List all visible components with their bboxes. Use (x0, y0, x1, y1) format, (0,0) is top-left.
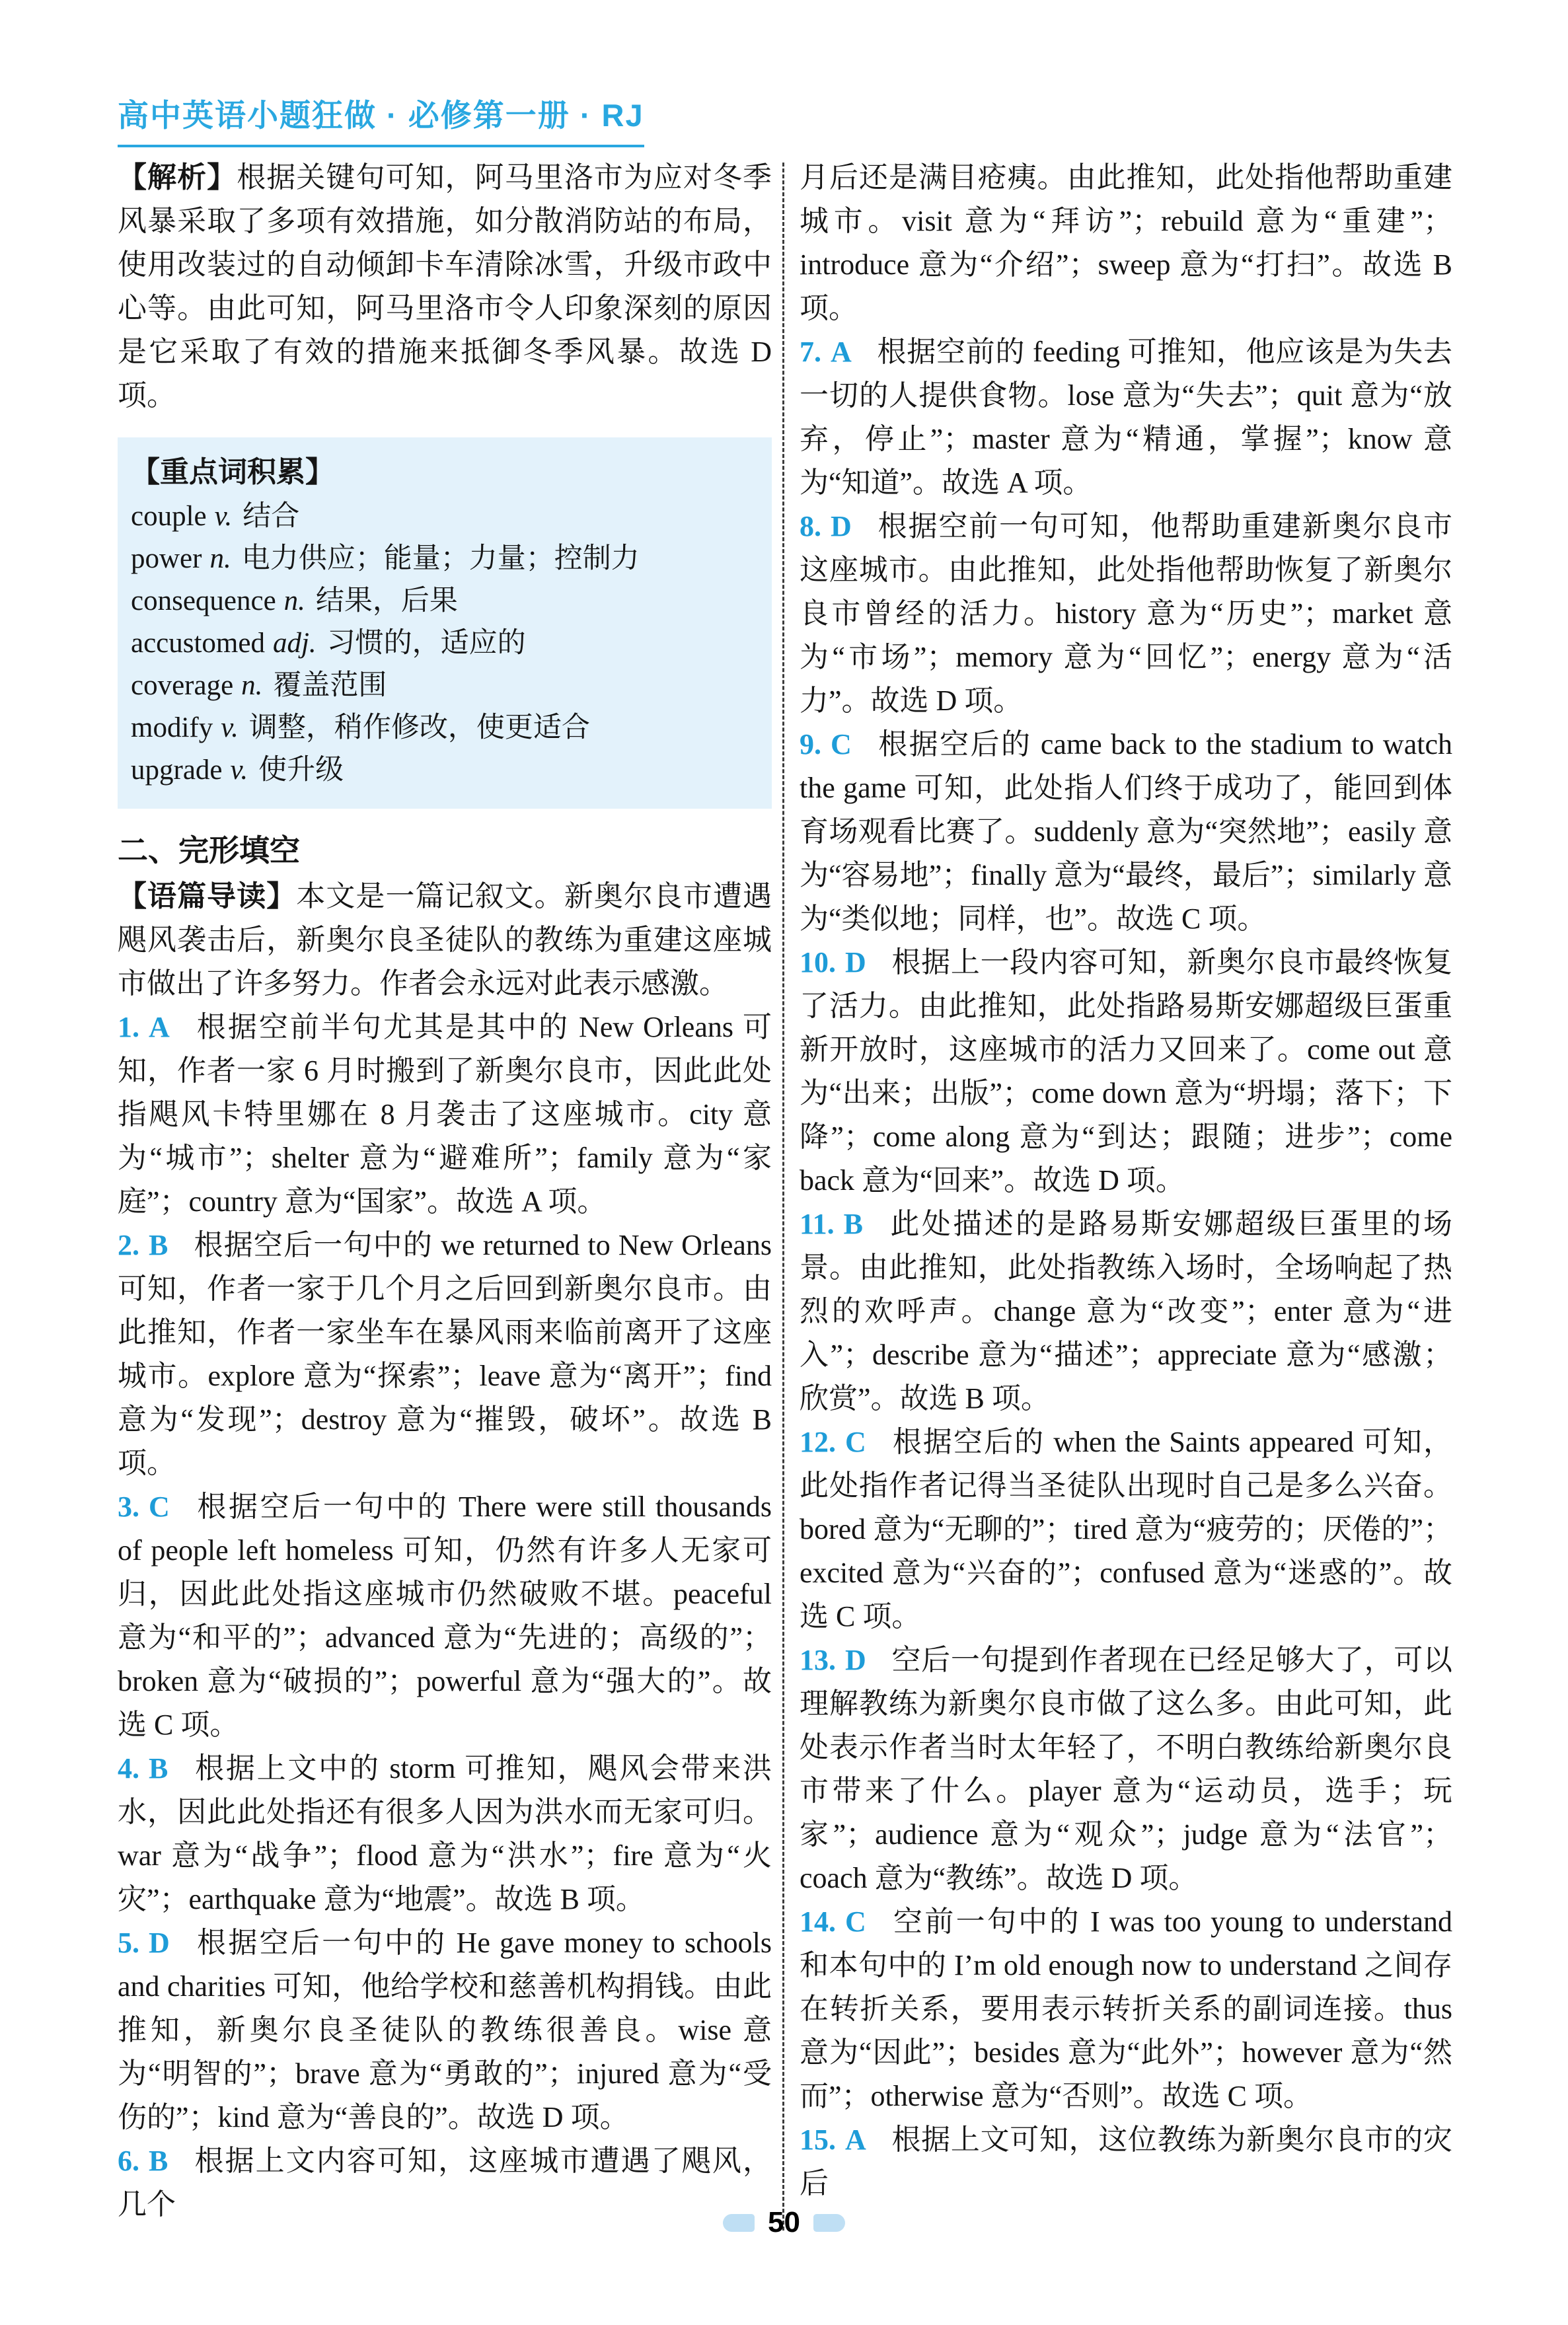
item-text: 根据上一段内容可知，新奥尔良市最终恢复了活力。由此推知，此处指路易斯安娜超级巨蛋重新开放时，这座城市的活力又回来了。come out 意为“出来；出版”；come down 意为“坍塌；落下；下降”；come along 意为“到达；跟随；进步”；come back 意为“回来”。故选 D 项。 (800, 946, 1452, 1197)
item-answer: A (149, 1011, 170, 1043)
item-text: 根据空后的 came back to the stadium to watch the game 可知，此处指人们终于成功了，能回到体育场观看比赛了。suddenly 意为“突然地”；easily 意为“容易地”；finally 意为“最终，最后”；similarly 意为“类似地；同样，也”。故选 C 项。 (800, 728, 1452, 935)
vocab-meaning: 电力供应；能量；力量；控制力 (241, 543, 640, 574)
item-answer: B (843, 1208, 863, 1240)
item-text: 根据空前的 feeding 可推知，他应该是为失去一切的人提供食物。lose 意为“失去”；quit 意为“放弃，停止”；master 意为“精通，掌握”；know 意为“知道”。故选 A 项。 (800, 336, 1452, 499)
answer-item-10 (800, 941, 1452, 1202)
answer-item-15 (800, 2118, 1452, 2205)
intro-label: 【语篇导读】 (118, 880, 297, 912)
footer-pill-left-icon (723, 2214, 755, 2232)
vocab-entry (131, 665, 755, 707)
vocab-pos: n. (209, 543, 231, 574)
vocab-word: coverage (131, 670, 234, 701)
analysis-label: 【解析】 (118, 161, 237, 194)
item-answer: C (149, 1491, 170, 1523)
answer-item-2 (118, 1224, 772, 1485)
analysis-text: 根据关键句可知，阿马里洛市为应对冬季风暴采取了多项有效措施，如分散消防站的布局，使用改装过的自动倾卸卡车清除冰雪，升级市政中心等。由此可知，阿马里洛市令人印象深刻的原因是它采取了有效的措施来抵御冬季风暴。故选 D 项。 (118, 161, 772, 412)
vocab-box-title: 【重点词积累】 (131, 456, 334, 488)
book-title: 高中英语小题狂做 · 必修第一册 · RJ (118, 91, 644, 147)
vocab-pos: v. (214, 501, 233, 532)
answer-item-1 (118, 1006, 772, 1224)
item-answer: C (831, 728, 852, 760)
item-number: 7. (800, 336, 821, 368)
item-number: 14. (800, 1905, 836, 1938)
intro-text: 本文是一篇记叙文。新奥尔良市遭遇飓风袭击后，新奥尔良圣徒队的教练为重建这座城市做出了许多努力。作者会永远对此表示感激。 (118, 880, 772, 1000)
answer-item-13 (800, 1639, 1452, 1900)
vocab-meaning: 结合 (243, 501, 300, 532)
key-vocabulary-box (118, 437, 772, 809)
item-answer: D (845, 946, 866, 978)
vocab-word: power (131, 543, 202, 574)
item-number: 12. (800, 1426, 836, 1458)
item-answer: B (149, 1752, 168, 1785)
item-number: 2. (118, 1229, 139, 1261)
item-text: 根据空后一句中的 There were still thousands of people left homeless 可知，仍然有许多人无家可归，因此此处指这座城市仍然破败不堪。peaceful 意为“和平的”；advanced 意为“先进的；高级的”；broken 意为“破损的”；powerful 意为“强大的”。故选 C 项。 (118, 1491, 772, 1741)
item-answer: C (845, 1905, 866, 1938)
vocab-entry (131, 496, 755, 538)
vocab-entry (131, 580, 755, 622)
vocab-entry (131, 707, 755, 749)
vocab-pos: n. (283, 585, 305, 616)
answer-item-11 (800, 1202, 1452, 1421)
item-text: 根据上文中的 storm 可推知，飓风会带来洪水，因此此处指还有很多人因为洪水而无家可归。war 意为“战争”；flood 意为“洪水”；fire 意为“火灾”；earthquake 意为“地震”。故选 B 项。 (118, 1752, 772, 1915)
item-answer: C (845, 1426, 866, 1458)
item-number: 8. (800, 510, 821, 542)
answer-item-14 (800, 1900, 1452, 2118)
vocab-meaning: 调整，稍作修改，使更适合 (248, 712, 590, 743)
left-column (118, 156, 772, 2227)
item-text: 根据上文内容可知，这座城市遭遇了飓风，几个 (118, 2145, 772, 2221)
item-text: 根据空后的 when the Saints appeared 可知，此处指作者记得当圣徒队出现时自己是多么兴奋。bored 意为“无聊的”；tired 意为“疲劳的；厌倦的”；excited 意为“兴奋的”；confused 意为“迷惑的”。故选 C 项。 (800, 1426, 1452, 1633)
vocab-word: consequence (131, 585, 276, 616)
column-divider (782, 163, 784, 2231)
item-number: 6. (118, 2145, 139, 2177)
page-footer (0, 2208, 1568, 2237)
item-number: 11. (800, 1208, 835, 1240)
vocab-meaning: 覆盖范围 (273, 670, 387, 701)
answer-item-9 (800, 723, 1452, 941)
item-number: 1. (118, 1011, 139, 1043)
vocab-entry (131, 749, 755, 792)
vocab-pos: v. (221, 712, 239, 743)
answer-item-7 (800, 330, 1452, 505)
item-text: 空前一句中的 I was too young to understand 和本句中的 I’m old enough now to understand 之间存在转折关系，要用表示转折关系的副词连接。thus 意为“因此”；besides 意为“此外”；however 意为“然而”；otherwise 意为“否则”。故选 C 项。 (800, 1905, 1452, 2112)
vocab-meaning: 习惯的，适应的 (326, 628, 526, 659)
answer-item-6-continuation: 月后还是满目疮痍。由此推知，此处指他帮助重建城市。visit 意为“拜访”；rebuild 意为“重建”；introduce 意为“介绍”；sweep 意为“打扫”。故选 B 项。 (800, 161, 1452, 324)
footer-pill-right-icon (813, 2214, 845, 2232)
item-text: 空后一句提到作者现在已经足够大了，可以理解教练为新奥尔良市做了这么多。由此可知，此处表示作者当时太年轻了，不明白教练给新奥尔良市带来了什么。player 意为“运动员，选手；玩家”；audience 意为“观众”；judge 意为“法官”；coach 意为“教练”。故选 D 项。 (800, 1644, 1452, 1894)
item-number: 4. (118, 1752, 139, 1785)
page-number: 50 (768, 2206, 800, 2238)
item-number: 9. (800, 728, 821, 760)
item-text: 根据空后一句中的 we returned to New Orleans 可知，作者一家于几个月之后回到新奥尔良市。由此推知，作者一家坐车在暴风雨来临前离开了这座城市。explore 意为“探索”；leave 意为“离开”；find 意为“发现”；destroy 意为“摧毁，破坏”。故选 B 项。 (118, 1229, 772, 1479)
vocab-pos: n. (241, 670, 263, 701)
page-header (118, 91, 644, 147)
vocab-entry (131, 538, 755, 580)
item-number: 5. (118, 1927, 139, 1959)
vocab-word: accustomed (131, 628, 265, 659)
vocab-pos: v. (230, 755, 248, 786)
answer-item-8 (800, 505, 1452, 723)
section-heading-cloze: 二、完形填空 (118, 833, 300, 867)
vocab-word: modify (131, 712, 213, 743)
item-answer: D (149, 1927, 170, 1959)
item-answer: B (149, 1229, 168, 1261)
vocab-meaning: 结果，后果 (315, 585, 458, 616)
item-text: 此处描述的是路易斯安娜超级巨蛋里的场景。由此推知，此处指教练入场时，全场响起了热烈的欢呼声。change 意为“改变”；enter 意为“进入”；describe 意为“描述”；appreciate 意为“感激；欣赏”。故选 B 项。 (800, 1208, 1452, 1415)
item-answer: D (845, 1644, 866, 1676)
answer-item-5 (118, 1921, 772, 2139)
item-text: 根据空后一句中的 He gave money to schools and charities 可知，他给学校和慈善机构捐钱。由此推知，新奥尔良圣徒队的教练很善良。wise 意为“明智的”；brave 意为“勇敢的”；injured 意为“受伤的”；kind 意为“善良的”。故选 D 项。 (118, 1927, 772, 2133)
answer-item-3 (118, 1485, 772, 1747)
item-text: 根据空前一句可知，他帮助重建新奥尔良市这座城市。由此推知，此处指他帮助恢复了新奥尔良市曾经的活力。history 意为“历史”；market 意为“市场”；memory 意为“回忆”；energy 意为“活力”。故选 D 项。 (800, 510, 1452, 717)
vocab-entry (131, 622, 755, 665)
item-number: 3. (118, 1491, 139, 1523)
item-answer: D (831, 510, 852, 542)
item-number: 10. (800, 946, 836, 978)
item-text: 根据上文可知，这位教练为新奥尔良市的灾后 (800, 2123, 1452, 2199)
item-answer: A (831, 336, 852, 368)
item-answer: A (845, 2123, 866, 2156)
analysis-paragraph (118, 156, 772, 418)
answer-item-12 (800, 1421, 1452, 1639)
vocab-word: couple (131, 501, 207, 532)
vocab-pos: adj. (272, 628, 317, 659)
passage-intro (118, 875, 772, 1006)
vocab-word: upgrade (131, 755, 223, 786)
right-column (800, 156, 1452, 2205)
answer-item-4 (118, 1747, 772, 1921)
item-number: 13. (800, 1644, 836, 1676)
item-number: 15. (800, 2123, 836, 2156)
item-answer: B (149, 2145, 168, 2177)
vocab-meaning: 使升级 (258, 755, 344, 786)
item-text: 根据空前半句尤其是其中的 New Orleans 可知，作者一家 6 月时搬到了新奥尔良市，因此此处指飓风卡特里娜在 8 月袭击了这座城市。city 意为“城市”；shelter 意为“避难所”；family 意为“家庭”；country 意为“国家”。故选 A 项。 (118, 1011, 772, 1218)
